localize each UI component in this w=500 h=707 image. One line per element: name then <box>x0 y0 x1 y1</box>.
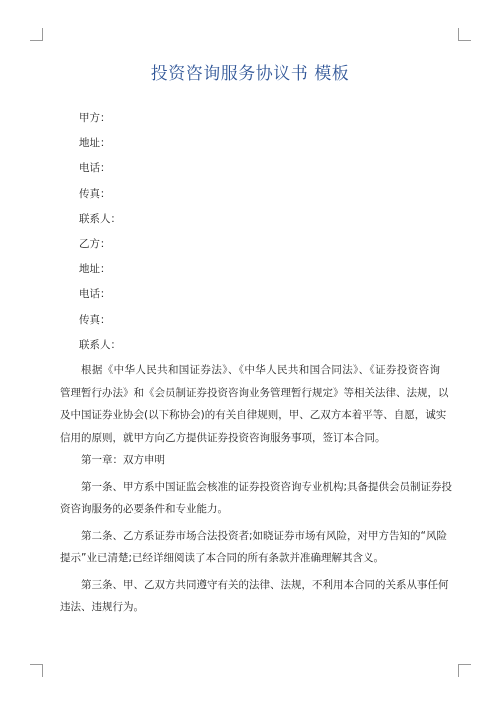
intro-line: 管理暂行办法》和《会员制证券投资咨询业务管理暂行规定》等相关法律、法规，以 <box>60 386 449 399</box>
article-2 <box>60 529 447 575</box>
article-1-line: 第一条、甲方系中国证监会核准的证券投资咨询专业机构;具备提供会员制证券投 <box>81 480 453 493</box>
field-party-b: 乙方： <box>79 237 111 250</box>
intro-line: 信用的原则，就甲方向乙方提供证券投资咨询服务事项，签订本合同。 <box>60 431 386 444</box>
article-2-line: 第二条、乙方系证券市场合法投资者;如晓证券市场有风险，对甲方告知的“风险 <box>81 529 447 542</box>
chapter-heading-paragraph <box>60 454 440 477</box>
article-2-line: 提示”业已清楚;已经详细阅读了本合同的所有条款并准确理解其含义。 <box>60 552 384 564</box>
crop-mark-bottom-left <box>30 664 43 677</box>
chapter-heading: 第一章：双方申明 <box>81 454 165 466</box>
article-3 <box>60 578 449 624</box>
field-party-b-phone: 电话： <box>79 288 111 301</box>
crop-mark-top-left <box>30 28 43 41</box>
article-3-line: 第三条、甲、乙双方共同遵守有关的法律、法规，不利用本合同的关系从事任何 <box>81 578 449 591</box>
article-3-line: 违法、违规行为。 <box>60 601 144 613</box>
document-title: 投资咨询服务协议书 模板 <box>150 64 350 84</box>
field-party-b-address: 地址： <box>79 263 111 276</box>
field-party-a-address: 地址： <box>79 137 111 150</box>
field-party-a-phone: 电话： <box>79 162 111 175</box>
intro-paragraph <box>60 364 449 454</box>
field-party-b-contact: 联系人： <box>79 338 121 351</box>
field-party-a: 甲方： <box>79 112 111 124</box>
field-party-a-contact: 联系人： <box>79 212 121 225</box>
intro-line: 根据《中华人民共和国证券法》、《中华人民共和国合同法》、《证券投资咨询 <box>81 364 440 376</box>
article-1-line: 资咨询服务的必要条件和专业能力。 <box>60 503 228 515</box>
crop-mark-bottom-right <box>458 664 471 677</box>
intro-line: 及中国证券业协会(以下称协会)的有关自律规则，甲、乙双方本着平等、自愿，诚实 <box>60 409 447 421</box>
party-fields <box>79 112 121 364</box>
article-1 <box>60 480 453 526</box>
contract-body <box>60 364 453 624</box>
field-party-b-fax: 传真： <box>79 313 111 326</box>
crop-mark-top-right <box>458 28 471 41</box>
field-party-a-fax: 传真： <box>79 187 111 200</box>
